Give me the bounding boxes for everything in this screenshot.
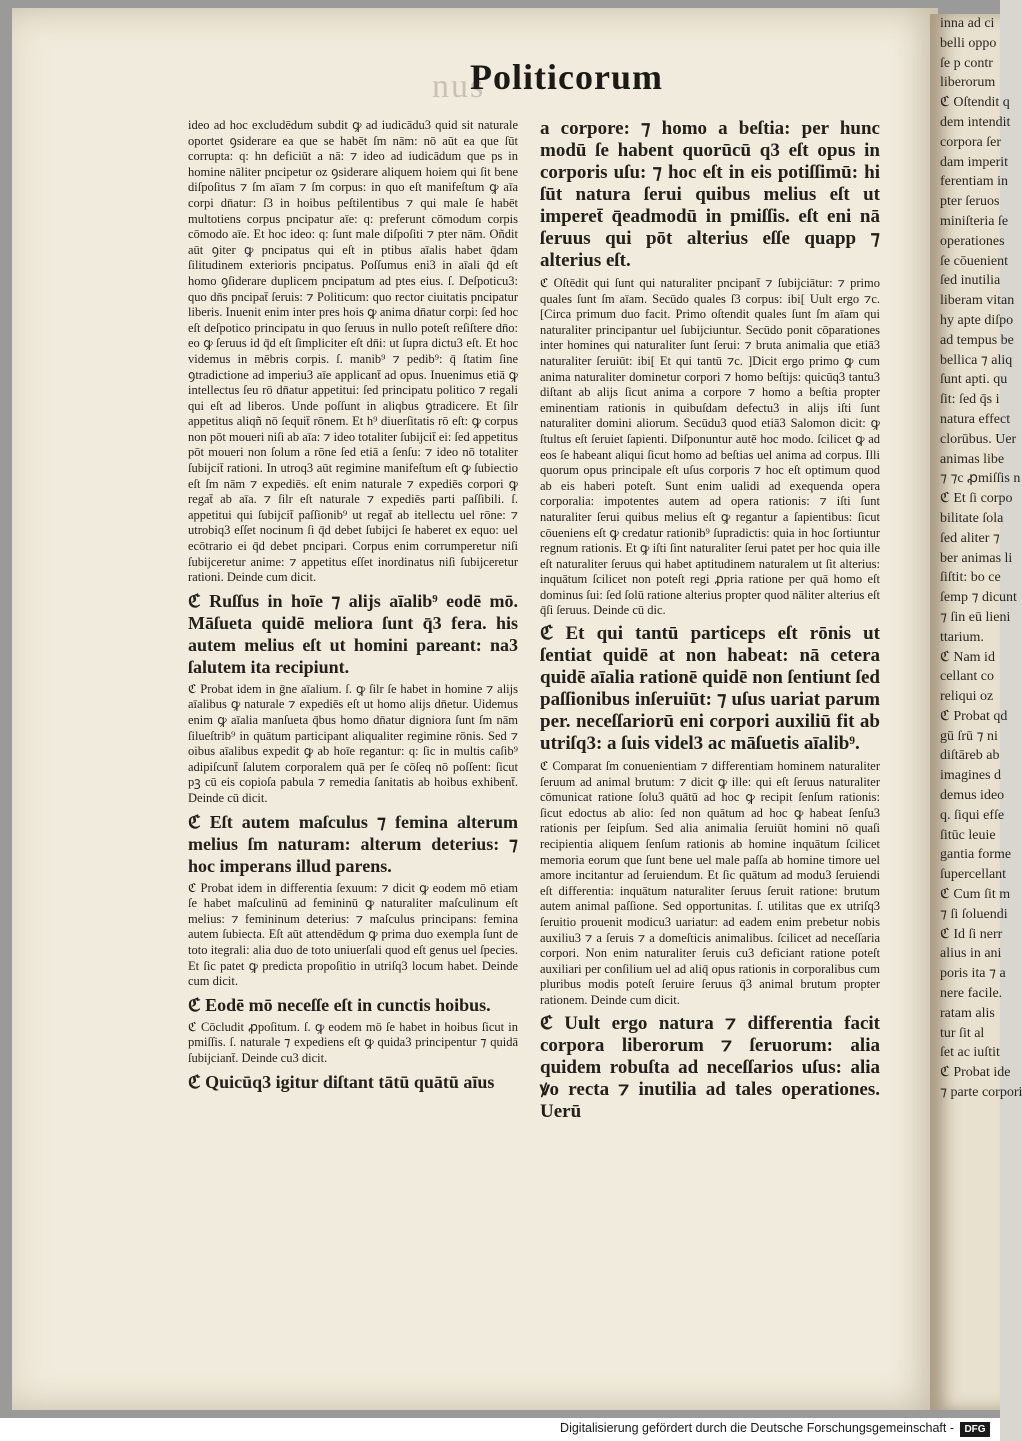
facing-page-line: ℭ Probat ide: [940, 1065, 1011, 1081]
facing-page-line: diſtāreb ab: [940, 748, 1000, 764]
facing-page-line: corpora ſer: [940, 134, 1002, 150]
facing-page-line: liberorum: [940, 75, 996, 91]
facing-page-line: dam imperit: [940, 154, 1009, 170]
commentary-paragraph: ℭ Probat idem in ḡne aīalium. ſ. ꝙ ſilr ſe habet in homine ⁊ alijs aīalibus ꝙ naturale ⁊ expediēs eſt ut homo alijs dn̄etur. Uidemus enim ꝙ aīalia manſueta q̄bus homo dn̄atur digniora ſunt ſm nām ſilueſtrib⁹ in quātum participant aliqualiter regimine rōnis. Sed ⁊ oibus aīalibus expedit ꝙ ab hoīe regantur: q: ſic in multis caſib⁹ adipiſcunt̄ ſalutem corporalem quā per ſe cōſeq nō poſſent: ſicut pꝫ cū eis copioſa pabula ⁊ remedia ſanitatis ab hoibus exhibent̄. Deinde cū dicit.: [188, 681, 518, 805]
commentary-paragraph: ℭ Cōcludit ꝓpoſitum. ſ. ꝙ eodem mō ſe habet in hoibus ſicut in pmiſſis. ſ. naturale ⁊ expediens eſt ꝙ quida3 principentur ⁊ quidā ſubijciant̄. Deinde cu3 dicit.: [188, 1019, 518, 1065]
facing-page-line: ſunt apti. qu: [940, 372, 1008, 388]
left-column: [188, 118, 518, 1097]
facing-page-line: alius in ani: [940, 946, 1002, 962]
facing-page-line: ber animas li: [940, 550, 1013, 566]
facing-page-line: animas libe: [940, 451, 1005, 467]
facing-page-line: ſit: ſed q̄s i: [940, 392, 1000, 408]
lemma-paragraph: ℭ Et qui tantū particeps eſt rōnis ut ſentiat quidē at non habeat: nā cetera quidē aīalia rationē quidē non ſentiunt ſed paſſionibus inſeruiūt: ⁊ uſus uariat parum per. neceſſariorū eni corpori auxiliū fit ab utriſq3: a ſuis videl3 ac māſuetis aīalib⁹.: [540, 623, 880, 755]
facing-page-line: clorūbus. Uer: [940, 431, 1017, 447]
facing-page-line: liberam vitan: [940, 293, 1015, 309]
facing-page-line: ⁊ parte corpori: [940, 1085, 1022, 1101]
dfg-logo: DFG: [960, 1422, 990, 1437]
facing-page-line: belli oppo: [940, 35, 997, 51]
facing-page-line: ℭ Nam id: [940, 649, 995, 665]
facing-page-line: ℭ Probat qd: [940, 708, 1008, 724]
lemma-paragraph: ℭ Eodē mō neceſſe eſt in cunctis hoibus.: [188, 994, 491, 1015]
facing-page-line: natura effect: [940, 411, 1011, 427]
footer-bar: [0, 1418, 1000, 1441]
facing-page-line: cellant co: [940, 669, 995, 685]
lemma-paragraph: a corpore: ⁊ homo a beſtia: per hunc modū ſe habent quorūcū q3 eſt opus in corporis uſu: ⁊ hoc eſt in eis potiſſimū: hi ſūt natura ſerui quibus melius eſt ut imperet̄ q̄eadmodū in pmiſſis. eſt eni nā ſeruus qui pōt alterius eſſe quapp ⁊ alterius eſt.: [540, 118, 880, 271]
running-header: Politicorum: [470, 57, 663, 97]
facing-page-line: ſed aliter ⁊: [940, 530, 1000, 546]
facing-page-line: inna ad ci: [940, 16, 995, 31]
facing-page-line: ſemp ⁊ dicunt: [940, 590, 1017, 606]
commentary-paragraph: ℭ Probat idem in differentia ſexuum: ⁊ dicit ꝙ eodem mō etiam ſe habet maſculinū ad femininū ꝙ naturaliter maſculinum eſt melius: ⁊ femininum deterius: ⁊ maſculus principans: femina autem ſubiecta. Eſt aūt attendēdum ꝙ prima duo exempla ſunt de toto itegrali: alia duo de toto uniuerſali quod eſt genus uel ſpecies. Et ſic patet ꝙ predicta propoſitio in utriſq3 locum habet. Deinde cum dicit.: [188, 880, 518, 989]
facing-page-line: dem intendit: [940, 114, 1011, 130]
facing-page-edge: [930, 14, 1022, 1410]
facing-page-line: gū ſrū ⁊ ni: [940, 728, 998, 744]
facing-page-line: ⁊ ſi ſoluendi: [940, 906, 1008, 922]
facing-page-line: ſitūc leuie: [940, 827, 996, 843]
commentary-paragraph: ℭ Comparat ſm conuenientiam ⁊ differentiam hominem naturaliter ſeruum ad animal brutum: ⁊ dicit ꝙ ille: qui eſt ſeruus naturaliter cōmunicat ratione ſolu3 quātū ad hoc ꝙ recipit ſenſum rationis: ſicut edoctus ab alio: ſed non quātum ad hoc ꝙ habeat ſenſu3 rationis per ſeipſum. Sed alia animalia ſeruiūt homini nō quaſi recipientia aliquem ſenſum rationis ab homine inquātum ſcilicet memoria eorum que ſunt bene uel male paſſa ab homine timore uel amore incitantur ad ſeruiendum. Et ſic quātum ad modu3 ſeruiendi eſt differentia: inquātum naturaliter ſeruus ſeruit ratione: brutum autem animal paſſione. Sed opportunitas. ſ. utilitas que ex utriſq3 ſeruitio prouenit modicu3 uariatur: ad eadem enim prebetur nobis auxiliu3 ⁊ a ſeruis ⁊ a domeſticis animalibus. ſcilicet ad neceſſaria corpori. Non enim naturaliter ſeruis cu3 deficiant ratione poteſt auxiliari per conſilium uel ad aliq̄ opus rationis in corporalibus cum pluribus modis poteſt ſeruire ſeruus q̄3 animal brutum propter rationem. Deinde cum dicit.: [540, 759, 880, 1007]
lemma-paragraph: ℭ Quicūq3 igitur diſtant tātū quātū aīus: [188, 1071, 495, 1092]
facing-page-line: ℭ Et ſi corpo: [940, 491, 1013, 507]
facing-page-line: ad tempus be: [940, 332, 1014, 348]
facing-page-line: ſe p contr: [940, 55, 993, 71]
facing-page-line: ℭ Oſtendit q: [940, 95, 1010, 111]
facing-page-line: bellica ⁊ aliq: [940, 352, 1013, 368]
facing-page-line: ratam alis: [940, 1005, 995, 1021]
facing-page-line: poris ita ⁊ a: [940, 966, 1006, 982]
right-column: [540, 118, 880, 1127]
facing-page-line: ℭ Id ſi nerr: [940, 926, 1003, 942]
facing-page-line: pter ſeruos: [940, 194, 1000, 210]
facing-page-line: ferentiam in: [940, 174, 1009, 190]
facing-page-line: ℭ Cum ſit m: [940, 887, 1011, 903]
facing-page-line: ſiſtit: bo ce: [940, 570, 1001, 586]
lemma-paragraph: ℭ Eſt autem maſculus ⁊ femina alterum melius ſm naturam: alterum deterius: ⁊ hoc imperans illud parens.: [188, 811, 518, 876]
funding-notice: Digitalisierung gefördert durch die Deutsche Forschungsgemeinschaft -: [560, 1421, 954, 1435]
facing-page-line: ttarium.: [940, 629, 984, 645]
facing-page-line: reliqui oz: [940, 689, 994, 705]
facing-page-line: ⁊ ⁊c ꝓmiſſis n: [940, 471, 1021, 487]
facing-page-line: ⁊ ſin eū lieni: [940, 609, 1011, 625]
facing-page-line: ſed inutilia: [940, 273, 1001, 289]
facing-page-line: ſe cōuenient: [940, 253, 1009, 269]
show-through-text: nus: [432, 68, 486, 105]
facing-page-line: tur ſit al: [940, 1025, 985, 1041]
facing-page-line: nere facile.: [940, 986, 1003, 1002]
facing-page-line: imagines d: [940, 768, 1002, 784]
lemma-paragraph: ℭ Uult ergo natura ⁊ differentia facit corpora liberorum ⁊ ſeruorum: alia quidem robuſta ad neceſſarios uſus: alia ꝟo recta ⁊ inutilia ad tales operationes. Uerū: [540, 1012, 880, 1122]
commentary-paragraph: ℭ Oſtēdit qui ſunt qui naturaliter pncipant̄ ⁊ ſubijciātur: ⁊ primo quales ſunt ſm aīam. Secūdo quales ſ3 corpus: ibi[ Uult ergo ⁊c. [Circa primum duo facit. Primo oſtendit quales ſunt ſm aīam qui naturaliter principantur uel ſubijciuntur. Secūdo ponit cōparationes inter homines qui naturaliter ſunt ſerui: ⁊ bruta animalia que etiā3 naturaliter ſeruiūt: ibi[ Et qui tantū ⁊c. ]Dicit ergo primo ꝙ cum anima naturaliter dominetur corpori ⁊ homo beſtijs: quicūq3 tantu3 diſtant ab alijs ſicut anima a corpore ⁊ homo a beſtia propter eminentiam rationis in quibuſdam defectu3 in alijs iſti ſunt naturaliter domini aliorum. Secūdu3 quod etiā3 Salomon dicit: ꝙ ſtultus eſt ſeruiet ſapienti. Diſponuntur autē hoc modo. ſcilicet ꝙ ad eos ſe habeant aliqui ſicut homo ad beſtias uel anima ad corpus. Illi quorum opus principale eſt uſus corporis ⁊ hoc eſt optimum quod ab eis haberi poteſt. Sunt enim ualidi ad exequenda opera corporalia: impotentes autem ad opera rationis: ⁊ iſti ſunt naturaliter ſerui quibus melius eſt ꝙ regantur a ſapientibus: ſicut cōueniens eſt ꝙ credatur rationib⁹ ſupradictis: quia in hoc ſortiuntur regnum rationis. Et ꝙ iſti ſint naturaliter ſerui patet per hoc quia ille eſt naturaliter ſeruus qui habet aptitudinem naturalem ut ſit alterius: inquātum ſcilicet non poteſt regi ꝓpria ratione per quā homo eſt dominus ſui: ſed ſolū ratione alterius propter quod nāliter alterius eſt q̄ſi ſeruus. Deinde cū dic.: [540, 276, 880, 618]
facing-page-line: ſet ac iuſtit: [940, 1045, 1000, 1061]
facing-page-line: operationes: [940, 233, 1005, 249]
lemma-paragraph: ℭ Ruſſus in hoīe ⁊ alijs aīalib⁹ eodē mō. Māſueta quidē meliora ſunt q̄3 fera. his autem melius eſt ut homini pareant: na3 ſalutem ita recipiunt.: [188, 590, 518, 677]
facing-page-line: bilitate ſola: [940, 510, 1004, 526]
facing-page-line: miniſteria ſe: [940, 213, 1009, 229]
facing-page-line: demus ideo: [940, 788, 1005, 804]
commentary-paragraph: ideo ad hoc excludēdum subdit ꝙ ad iudicādu3 quid sit naturale oportet ꝯsiderare ea que se habēt ſm nām: nō aūt ea que ſūt corrupta: q: hn deficiūt a nā: ⁊ ideo ad iudicādum que ps in homine nāliter pncipetur oz ꝯsiderare aliquem hoiem qui ſit bene diſpoſitus ⁊ ſm aīam ⁊ ſm corpus: in quo eſt manifeſtum ꝙ aīa corpi dn̄atur: ſ3 in hoibus peſtilentibus ⁊ qui male ſe habēt multotiens corpus pncipatur aīe: q: preferunt cōmodum corpis cōmodo aīe. Et hoc ideo: q: ſunt male diſpoſiti ⁊ pter nām. Oñdit aūt ꝯiter ꝙ pncipatus qui eſt in ptibus aīalis habet q̄dam ſilitudinem exterioris pncipatus. Poſſumus eni3 in aīali q̄d eſt homo ꝯſiderare duplicem pncipatum ad ptes eius. ſ. Deſpoticu3: quo dn̄s pncipat̄ ſeruis: ⁊ Politicum: quo rector ciuitatis pncipatur liberis. Inuenit enim inter pres hois ꝙ anima dn̄atur corpi: ſed hoc eſt deſpotico principatu in quo ſeruus in nullo poteſt reſiſtere dn̄o: eo ꝙ ſeruus id q̄d eſt ſimpliciter eſt dn̄i: ut ſupra dictu3 eſt. Et hoc videmus in mēbris corpis. ſ. manib⁹ ⁊ pedib⁹: q̄ ſtatim ſine ꝯtradictione ad imperiu3 aīe applicant̄ ad opus. Inuenimus etiā ꝙ intellectus ſeu rō dn̄atur appetitui: ſed principatu politico ⁊ regali qui eſt ad liberos. Unde poſſunt in aliqbus ꝯtradicere. Et ſilr appetitus aliqñ nō ſequit̄ rōnem. Et h⁹ diuerſitatis rō eſt: ꝙ corpus non pōt moueri niſi ab aīa: ⁊ ideo totaliter ſubijcit̄ ei: ſed appetitus pōt moueri non ſolum a rōne ſed etiā a ſenſu: ⁊ ideo nō totaliter ſubijcit̄ rationi. In utroq3 aūt regimine manifeſtum eſt ꝙ ſubiectio eſt ſm nām ⁊ expediēs. eſt enim naturale ⁊ expediēs corpori ꝙ regat̄ ab aīa. ⁊ ſilr eſt naturale ⁊ expediēs parti paſſibili. ſ. appetitui qui ſubijcit̄ paſſionib⁹ ut regat̄ ab itellectu uel rōne: ⁊ utrobiq3 eſſet nocinum ſi q̄d debet ſubijci ſe haberet ex equo: uel ecōtrario ei q̄d debet pncipari. Corpus enim corrumperetur niſi ſubijceretur anime: ⁊ appetitus eſſet inordinatus niſi ſubijceretur rationi. Deinde cum dicit.: [188, 118, 518, 585]
facing-page-line: ſupercellant: [940, 867, 1007, 883]
facing-page-line: hy apte diſpo: [940, 312, 1014, 328]
facing-page-line: gantia forme: [940, 847, 1012, 863]
facing-page-line: q. ſiqui efſe: [940, 807, 1005, 823]
